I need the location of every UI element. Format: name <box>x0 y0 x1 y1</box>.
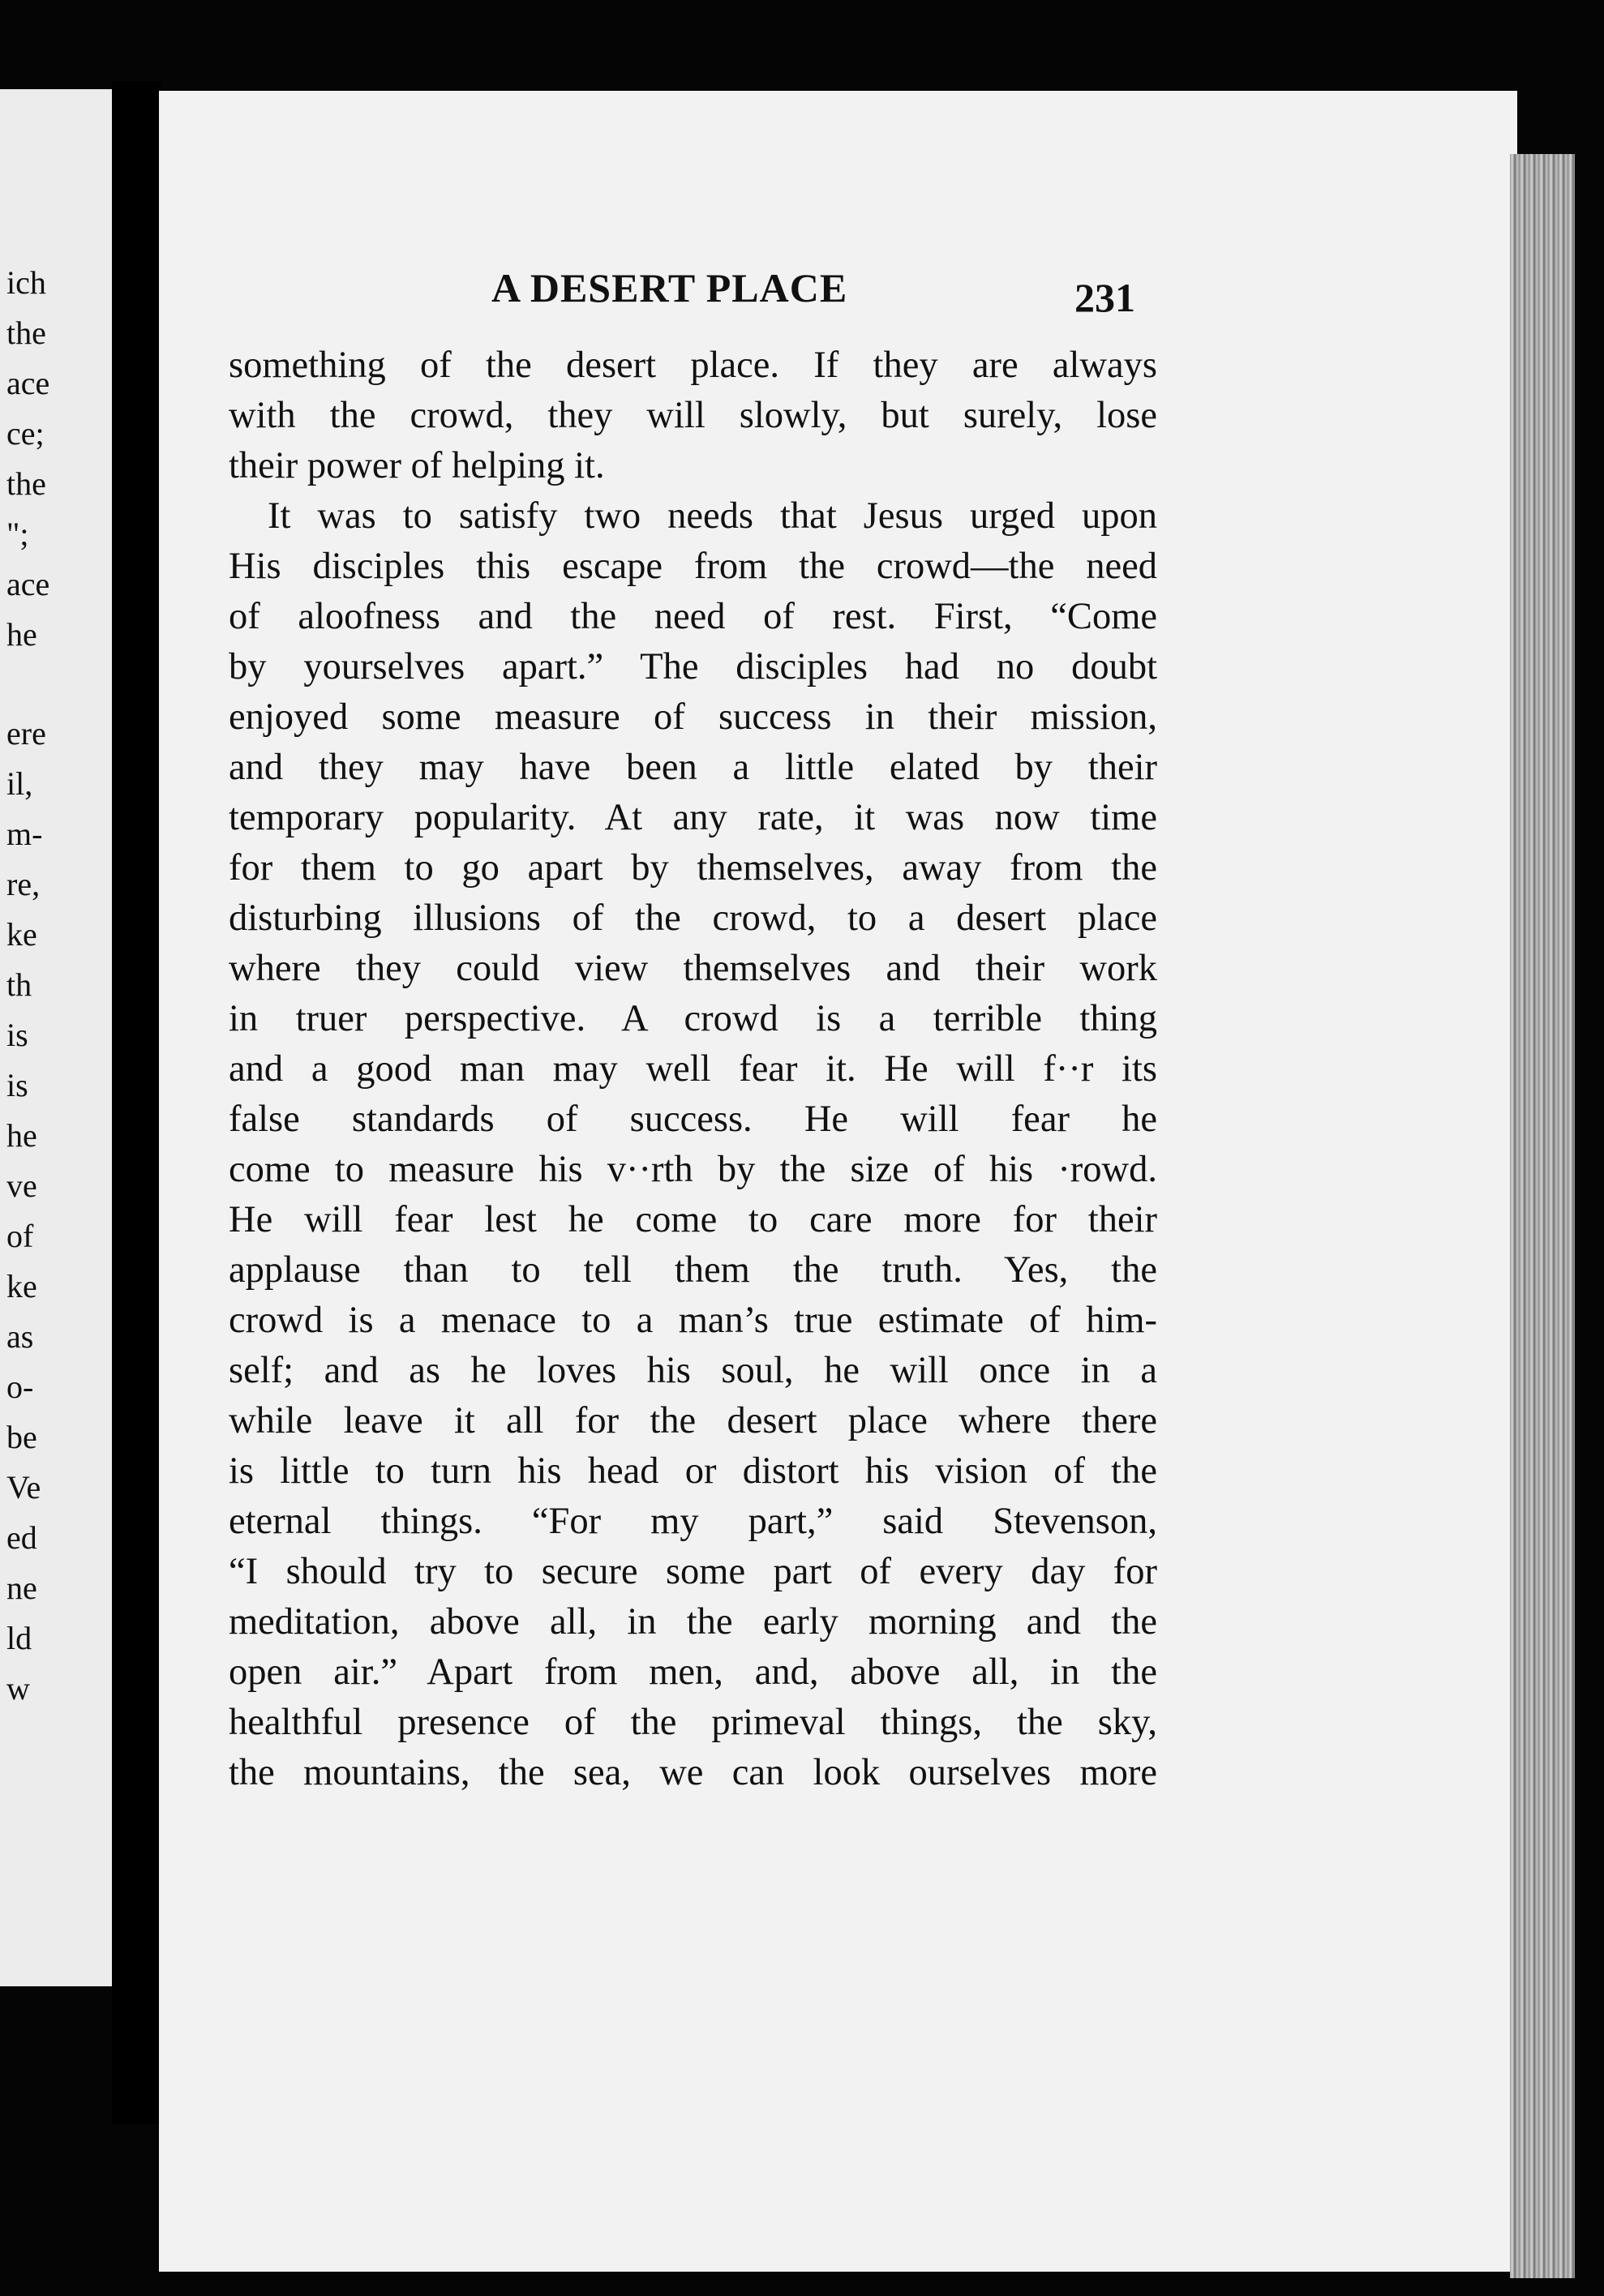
previous-page-line: ace <box>6 365 50 401</box>
text-line: in truer perspective. A crowd is a terrible thing <box>229 998 1157 1039</box>
text-line: disturbing illusions of the crowd, to a desert place <box>229 897 1157 939</box>
text-line: by yourselves apart.” The disciples had no doubt <box>229 646 1157 688</box>
previous-page-line: il, <box>6 765 33 802</box>
body-text <box>229 341 1157 1798</box>
previous-page-line: he <box>6 1117 37 1154</box>
previous-page-line: m- <box>6 816 43 852</box>
book-gutter <box>112 81 161 2124</box>
previous-page-line: ce; <box>6 415 45 452</box>
previous-page-line: ke <box>6 1268 37 1304</box>
text-line: It was to satisfy two needs that Jesus urged upon <box>268 495 1157 537</box>
text-line: and a good man may well fear it. He will f··r its <box>229 1048 1157 1090</box>
text-line: the mountains, the sea, we can look ourselves more <box>229 1752 1157 1793</box>
page-number: 231 <box>1074 275 1135 320</box>
previous-page-line: Ve <box>6 1469 41 1506</box>
text-line: is little to turn his head or distort his vision of the <box>229 1450 1157 1492</box>
previous-page-line: ich <box>6 264 46 301</box>
previous-page-line: ld <box>6 1620 32 1656</box>
previous-page-line: ere <box>6 715 46 752</box>
previous-page-line: th <box>6 966 32 1003</box>
text-line: come to measure his v··rth by the size of his ·rowd. <box>229 1149 1157 1190</box>
text-line: eternal things. “For my part,” said Stevenson, <box>229 1501 1157 1542</box>
text-line: temporary popularity. At any rate, it was now time <box>229 797 1157 838</box>
text-line: crowd is a menace to a man’s true estimate of him- <box>229 1300 1157 1341</box>
previous-page <box>0 89 130 1986</box>
text-line: for them to go apart by themselves, away from the <box>229 847 1157 889</box>
text-line: of aloofness and the need of rest. First, “Come <box>229 596 1157 637</box>
previous-page-line: as <box>6 1318 34 1355</box>
text-line: applause than to tell them the truth. Yes, the <box>229 1249 1157 1291</box>
previous-page-line: "; <box>6 516 29 552</box>
previous-page-line: of <box>6 1218 34 1254</box>
running-head: A DESERT PLACE <box>491 265 848 311</box>
previous-page-line: is <box>6 1067 28 1103</box>
text-line: He will fear lest he come to care more for their <box>229 1199 1157 1240</box>
text-line: “I should try to secure some part of every day for <box>229 1551 1157 1592</box>
text-line: meditation, above all, in the early morning and the <box>229 1601 1157 1643</box>
text-line: where they could view themselves and their work <box>229 948 1157 989</box>
previous-page-line: w <box>6 1670 30 1707</box>
previous-page-line: re, <box>6 866 41 902</box>
text-line: His disciples this escape from the crowd—the need <box>229 546 1157 587</box>
previous-page-line: is <box>6 1017 28 1053</box>
previous-page-line: ne <box>6 1570 37 1606</box>
text-line: enjoyed some measure of success in their mission, <box>229 696 1157 738</box>
previous-page-line: the <box>6 315 46 351</box>
previous-page-line: the <box>6 465 46 502</box>
text-line: with the crowd, they will slowly, but surely, lose <box>229 395 1157 436</box>
text-line: and they may have been a little elated by their <box>229 747 1157 788</box>
text-line: false standards of success. He will fear he <box>229 1099 1157 1140</box>
previous-page-line: be <box>6 1419 37 1455</box>
previous-page-line: ed <box>6 1519 37 1556</box>
previous-page-line: ve <box>6 1167 37 1204</box>
previous-page-line: o- <box>6 1369 34 1405</box>
previous-page-line: ace <box>6 566 50 602</box>
previous-page-line: he <box>6 616 37 653</box>
text-line: self; and as he loves his soul, he will once in a <box>229 1350 1157 1391</box>
text-line: while leave it all for the desert place where there <box>229 1400 1157 1441</box>
previous-page-line: ke <box>6 916 37 953</box>
page-fore-edge <box>1510 154 1575 2278</box>
text-line: their power of helping it. <box>229 445 605 486</box>
text-line: healthful presence of the primeval things, the sky, <box>229 1702 1157 1743</box>
text-line: something of the desert place. If they are always <box>229 345 1157 386</box>
text-line: open air.” Apart from men, and, above all, in the <box>229 1651 1157 1693</box>
